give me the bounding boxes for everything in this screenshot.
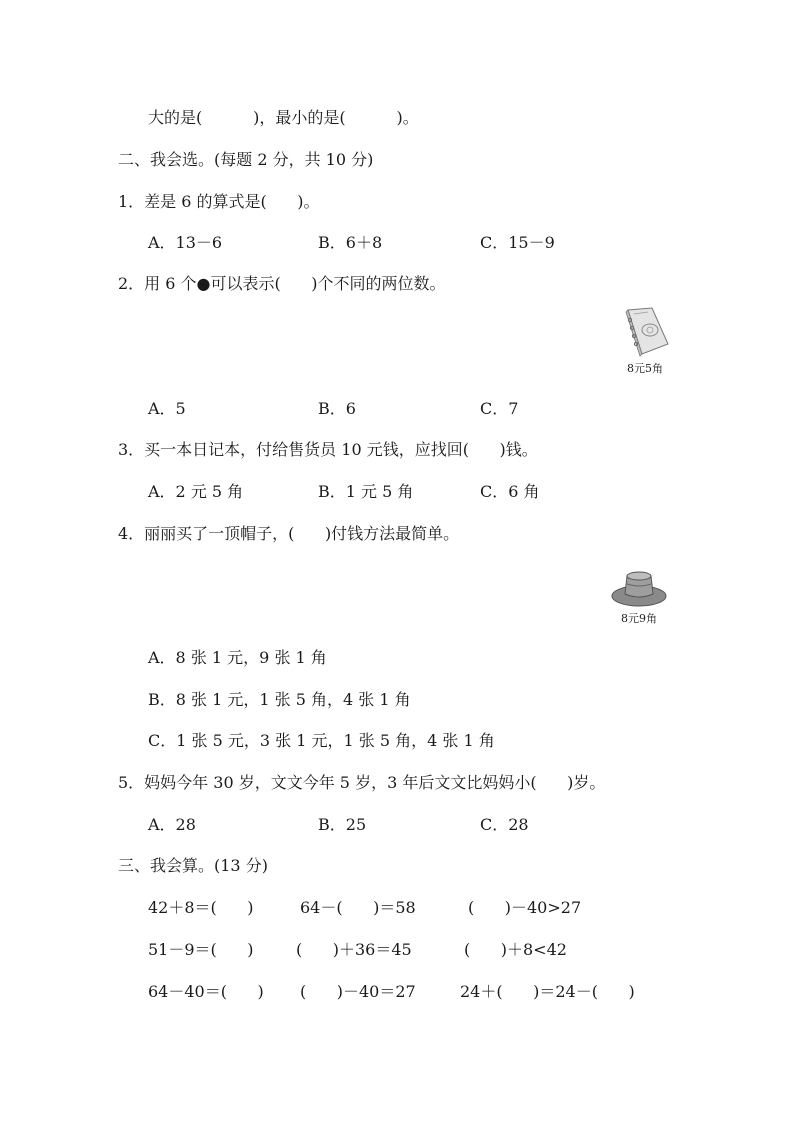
question-2-stem: 2．用 6 个●可以表示( )个不同的两位数。 <box>118 274 446 293</box>
notebook-price-label: 8元5角 <box>627 362 663 375</box>
question-1-option-a: A．13－6 <box>148 233 223 252</box>
question-5-stem: 5．妈妈今年 30 岁，文文今年 5 岁，3 年后文文比妈妈小( )岁。 <box>118 773 606 792</box>
question-1-option-b: B．6＋8 <box>318 233 383 252</box>
hat-icon <box>609 568 669 608</box>
question-3-option-b: B．1 元 5 角 <box>318 482 414 501</box>
question-5-option-b: B．25 <box>318 815 367 834</box>
question-2-option-c: C．7 <box>480 399 519 418</box>
question-4-option-b: B．8 张 1 元，1 张 5 角，4 张 1 角 <box>148 690 411 709</box>
calc-row-2-item-2: ( )＋36＝45 <box>296 940 412 959</box>
section-2-heading: 二、我会选。(每题 2 分，共 10 分) <box>118 150 374 169</box>
section-3-heading: 三、我会算。(13 分) <box>118 856 268 875</box>
hat-price-label: 8元9角 <box>621 612 657 625</box>
calc-row-2-item-3: ( )＋8<42 <box>464 940 567 959</box>
calc-row-3-item-1: 64－40＝( ) <box>148 982 264 1001</box>
question-1-option-c: C．15－9 <box>480 233 555 252</box>
question-5-option-c: C．28 <box>480 815 529 834</box>
notebook-figure <box>612 306 678 376</box>
question-4-option-a: A．8 张 1 元，9 张 1 角 <box>148 648 327 667</box>
calc-row-3-item-3: 24＋( )＝24－( ) <box>460 982 635 1001</box>
question-2-option-a: A．5 <box>148 399 186 418</box>
calc-row-1-item-3: ( )－40>27 <box>468 898 582 917</box>
question-3-option-a: A．2 元 5 角 <box>148 482 244 501</box>
question-4-stem: 4．丽丽买了一顶帽子，( )付钱方法最简单。 <box>118 524 460 543</box>
question-3-option-c: C．6 角 <box>480 482 540 501</box>
calc-row-1-item-1: 42＋8＝( ) <box>148 898 254 917</box>
question-4-option-c: C．1 张 5 元，3 张 1 元，1 张 5 角，4 张 1 角 <box>148 731 495 750</box>
question-3-stem: 3．买一本日记本，付给售货员 10 元钱，应找回( )钱。 <box>118 440 538 459</box>
hat-figure <box>606 568 672 626</box>
calc-row-1-item-2: 64－( )＝58 <box>300 898 416 917</box>
calc-row-3-item-2: ( )－40＝27 <box>300 982 416 1001</box>
question-5-option-a: A．28 <box>148 815 196 834</box>
previous-question-continuation: 大的是( )，最小的是( )。 <box>148 108 419 127</box>
notebook-icon <box>618 306 672 358</box>
calc-row-2-item-1: 51－9＝( ) <box>148 940 254 959</box>
question-2-option-b: B．6 <box>318 399 356 418</box>
question-1-stem: 1．差是 6 的算式是( )。 <box>118 192 320 211</box>
